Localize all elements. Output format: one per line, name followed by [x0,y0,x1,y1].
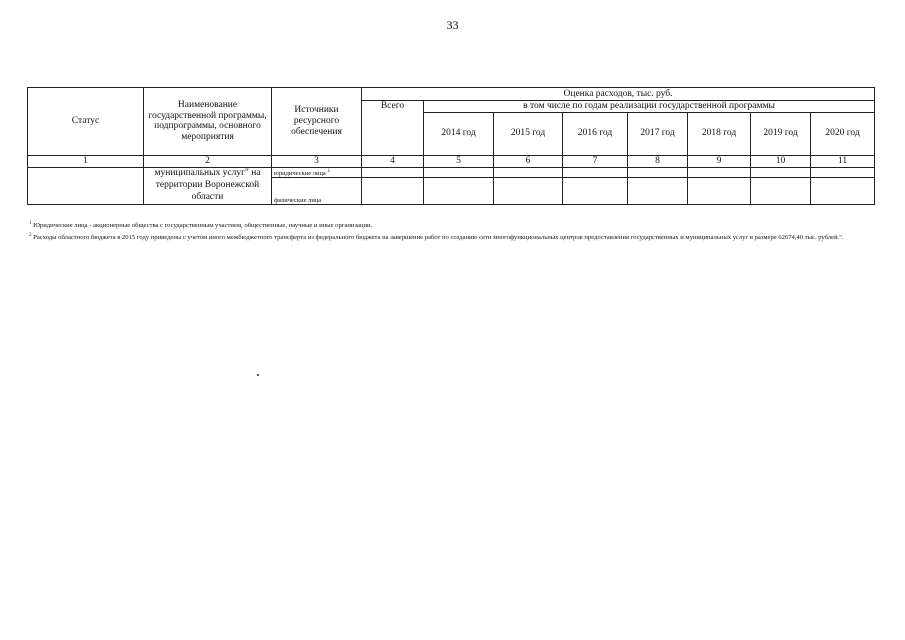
footnote-ref: 1 [327,167,331,174]
value-cell [628,167,688,178]
value-cell [628,178,688,205]
column-numbers-row [28,155,875,167]
header-year-2017: 2017 год [628,112,688,155]
value-cell [751,178,811,205]
value-cell [751,167,811,178]
program-name-cell: муниципальных услуг" на территории Воронежской области [144,167,272,205]
footnote-2 [29,231,869,243]
header-total: Всего [362,101,424,156]
column-number: 11 [811,155,875,167]
column-number: 2 [144,155,272,167]
header-by-years: в том числе по годам реализации государственной программы [424,101,875,113]
value-cell [811,178,875,205]
column-number: 4 [362,155,424,167]
value-cell [362,178,424,205]
header-status: Статус [28,88,144,156]
footnote-text: Расходы областного бюджета в 2015 году приведены с учетом иного межбюджетного трансферта из федерального бюджета на завершение работ по созданию сети многофункциональных центров предоставления государственных и муниципальных услуг в размере 62674,40 тыс. рублей.". [33,234,844,242]
value-cell [811,167,875,178]
value-cell [563,167,628,178]
header-year-2020: 2020 год [811,112,875,155]
column-number: 7 [563,155,628,167]
header-year-2015: 2015 год [494,112,563,155]
column-number: 5 [424,155,494,167]
column-number: 9 [688,155,751,167]
status-cell [28,167,144,205]
header-year-2016: 2016 год [563,112,628,155]
column-number: 6 [494,155,563,167]
footnote-mark: 1 [29,221,32,226]
header-name: Наименование государственной программы, подпрограммы, основного мероприятия [144,88,272,156]
footnote-1 [29,219,869,231]
source-legal-entities [272,167,362,178]
table-row [28,167,875,178]
value-cell [362,167,424,178]
footnotes [29,219,869,243]
source-legal-label: юридические лица [274,170,326,177]
header-year-2018: 2018 год [688,112,751,155]
header-year-2014: 2014 год [424,112,494,155]
footnote-mark: 2 [29,233,32,239]
column-number: 1 [28,155,144,167]
header-year-2019: 2019 год [751,112,811,155]
value-cell [688,178,751,205]
value-cell [424,178,494,205]
value-cell [494,167,563,178]
value-cell [424,167,494,178]
value-cell [563,178,628,205]
column-number: 8 [628,155,688,167]
page-number: 33 [446,18,459,32]
value-cell [688,167,751,178]
value-cell [494,178,563,205]
resource-table [27,87,875,205]
column-number: 10 [751,155,811,167]
header-estimate: Оценка расходов, тыс. руб. [362,88,875,101]
scan-dot [257,374,259,376]
header-sources: Источники ресурсного обеспечения [272,88,362,156]
footnote-text: Юридические лица - акционерные общества с государственным участием, общественные, научные и иные организации. [33,222,373,230]
source-individuals: физические лица [272,178,362,205]
column-number: 3 [272,155,362,167]
